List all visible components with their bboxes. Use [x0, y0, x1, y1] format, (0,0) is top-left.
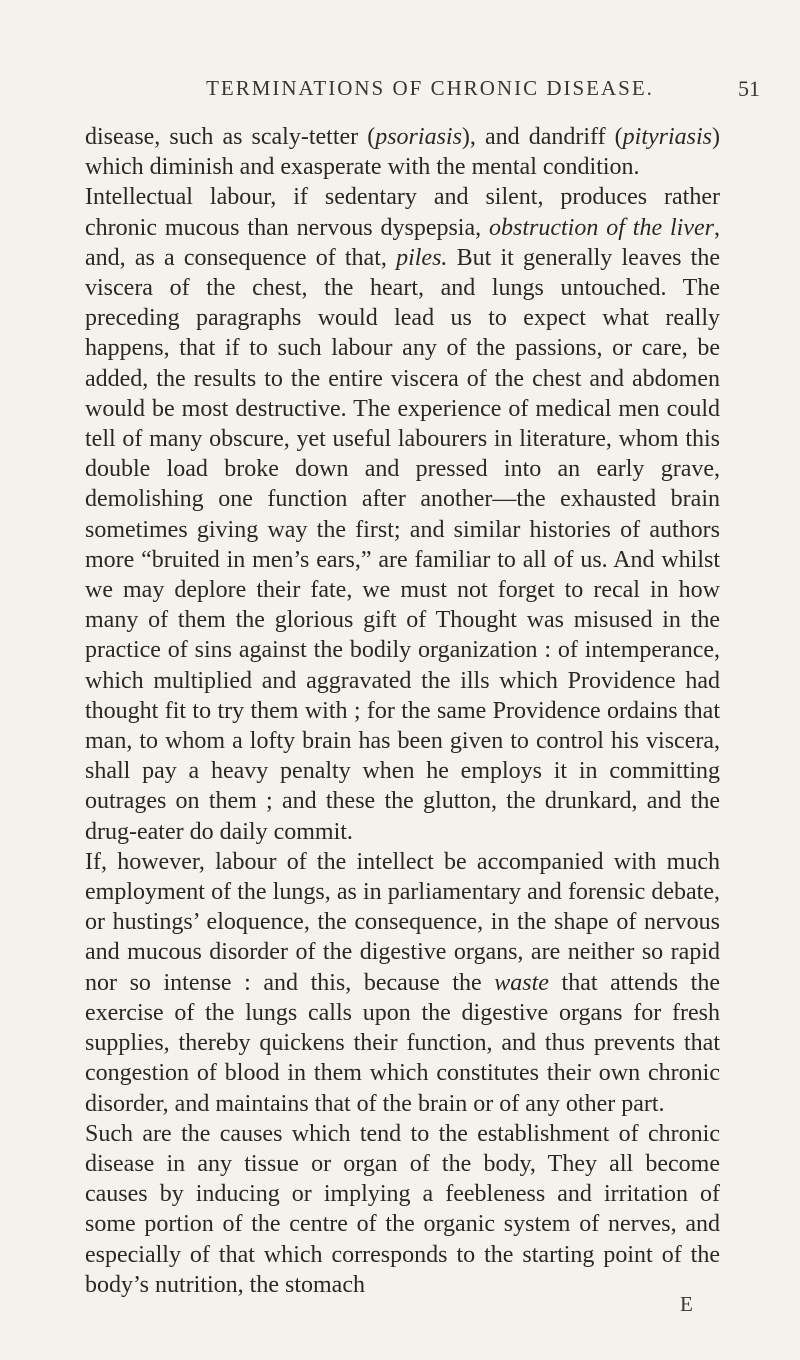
text-run: If, however, labour of the intellect be accompanied with much employment of the lungs, as in parliamentary and forensic debate, or hustings’ eloquence, the consequence, in the shape of nervous and mucous disorder of the digestive organs, are neither so rapid nor so intense : and this, because the — [85, 848, 720, 996]
italic-term: obstruction of the liver — [489, 214, 714, 241]
text-run: ) which diminish and exasperate with the mental condition. — [85, 124, 721, 181]
text-run: But it generally leaves the viscera of the chest, the heart, and lungs untouched. The preceding paragraphs would lead us to expect what really happens, that if to such labour any of the passions, or care, be added, the results to the entire viscera of the chest and abdomen would be most destructive. The experience of medical men could tell of many obscure, yet useful labourers in literature, whom this double load broke down and pressed into an early grave, demolishing one function after another—the exhausted brain sometimes giving way the first; and similar histories of authors more “bruited in men’s ears,” are familiar to all of us. And whilst we may deplore their fate, we must not forget to recal in how many of them the glorious gift of Thought was misused in the practice of sins against the bodily organization : of intemperance, which multiplied and aggravated the ills which Providence had thought fit to try them with ; for the same Providence ordains that man, to whom a lofty brain has been given to control his viscera, shall pay a heavy penalty when he employs it in committing outrages on them ; and these the glutton, the drunkard, and the drug-eater do daily commit. — [85, 244, 720, 845]
italic-term: psoriasis — [375, 124, 462, 150]
body-text — [85, 122, 720, 1300]
italic-term: waste — [494, 969, 549, 996]
paragraph — [85, 122, 720, 182]
text-run: Intellectual labour, if sedentary and silent, produces rather chronic mucous than nervous dyspepsia, — [85, 184, 720, 241]
italic-term: piles. — [396, 244, 448, 271]
paragraph — [85, 847, 720, 1119]
paragraph — [85, 1119, 720, 1300]
running-title: TERMINATIONS OF CHRONIC DISEASE. — [206, 76, 654, 100]
text-run: that attends the exercise of the lungs calls upon the digestive organs for fresh supplies, thereby quickens their function, and thus prevents that congestion of blood in them which constitutes their own chronic disorder, and maintains that of the brain or of any other part. — [85, 969, 721, 1117]
signature-mark: E — [680, 1292, 693, 1316]
running-head — [100, 76, 760, 106]
italic-term: pityriasis — [622, 124, 713, 150]
page-number: 51 — [738, 76, 760, 101]
paragraph — [85, 182, 720, 846]
text-run: disease, such as scaly-tetter ( — [85, 124, 376, 150]
text-run: ), and dandriff ( — [461, 124, 623, 150]
text-run: , and, as a consequence of that, — [85, 214, 720, 271]
text-run: Such are the causes which tend to the establishment of chronic disease in any tissue or organ of the body, They all become causes by inducing or implying a feebleness and irritation of some portion of the centre of the organic system of nerves, and especially of that which corresponds to the starting point of the body’s nutrition, the stomach — [85, 1120, 720, 1298]
